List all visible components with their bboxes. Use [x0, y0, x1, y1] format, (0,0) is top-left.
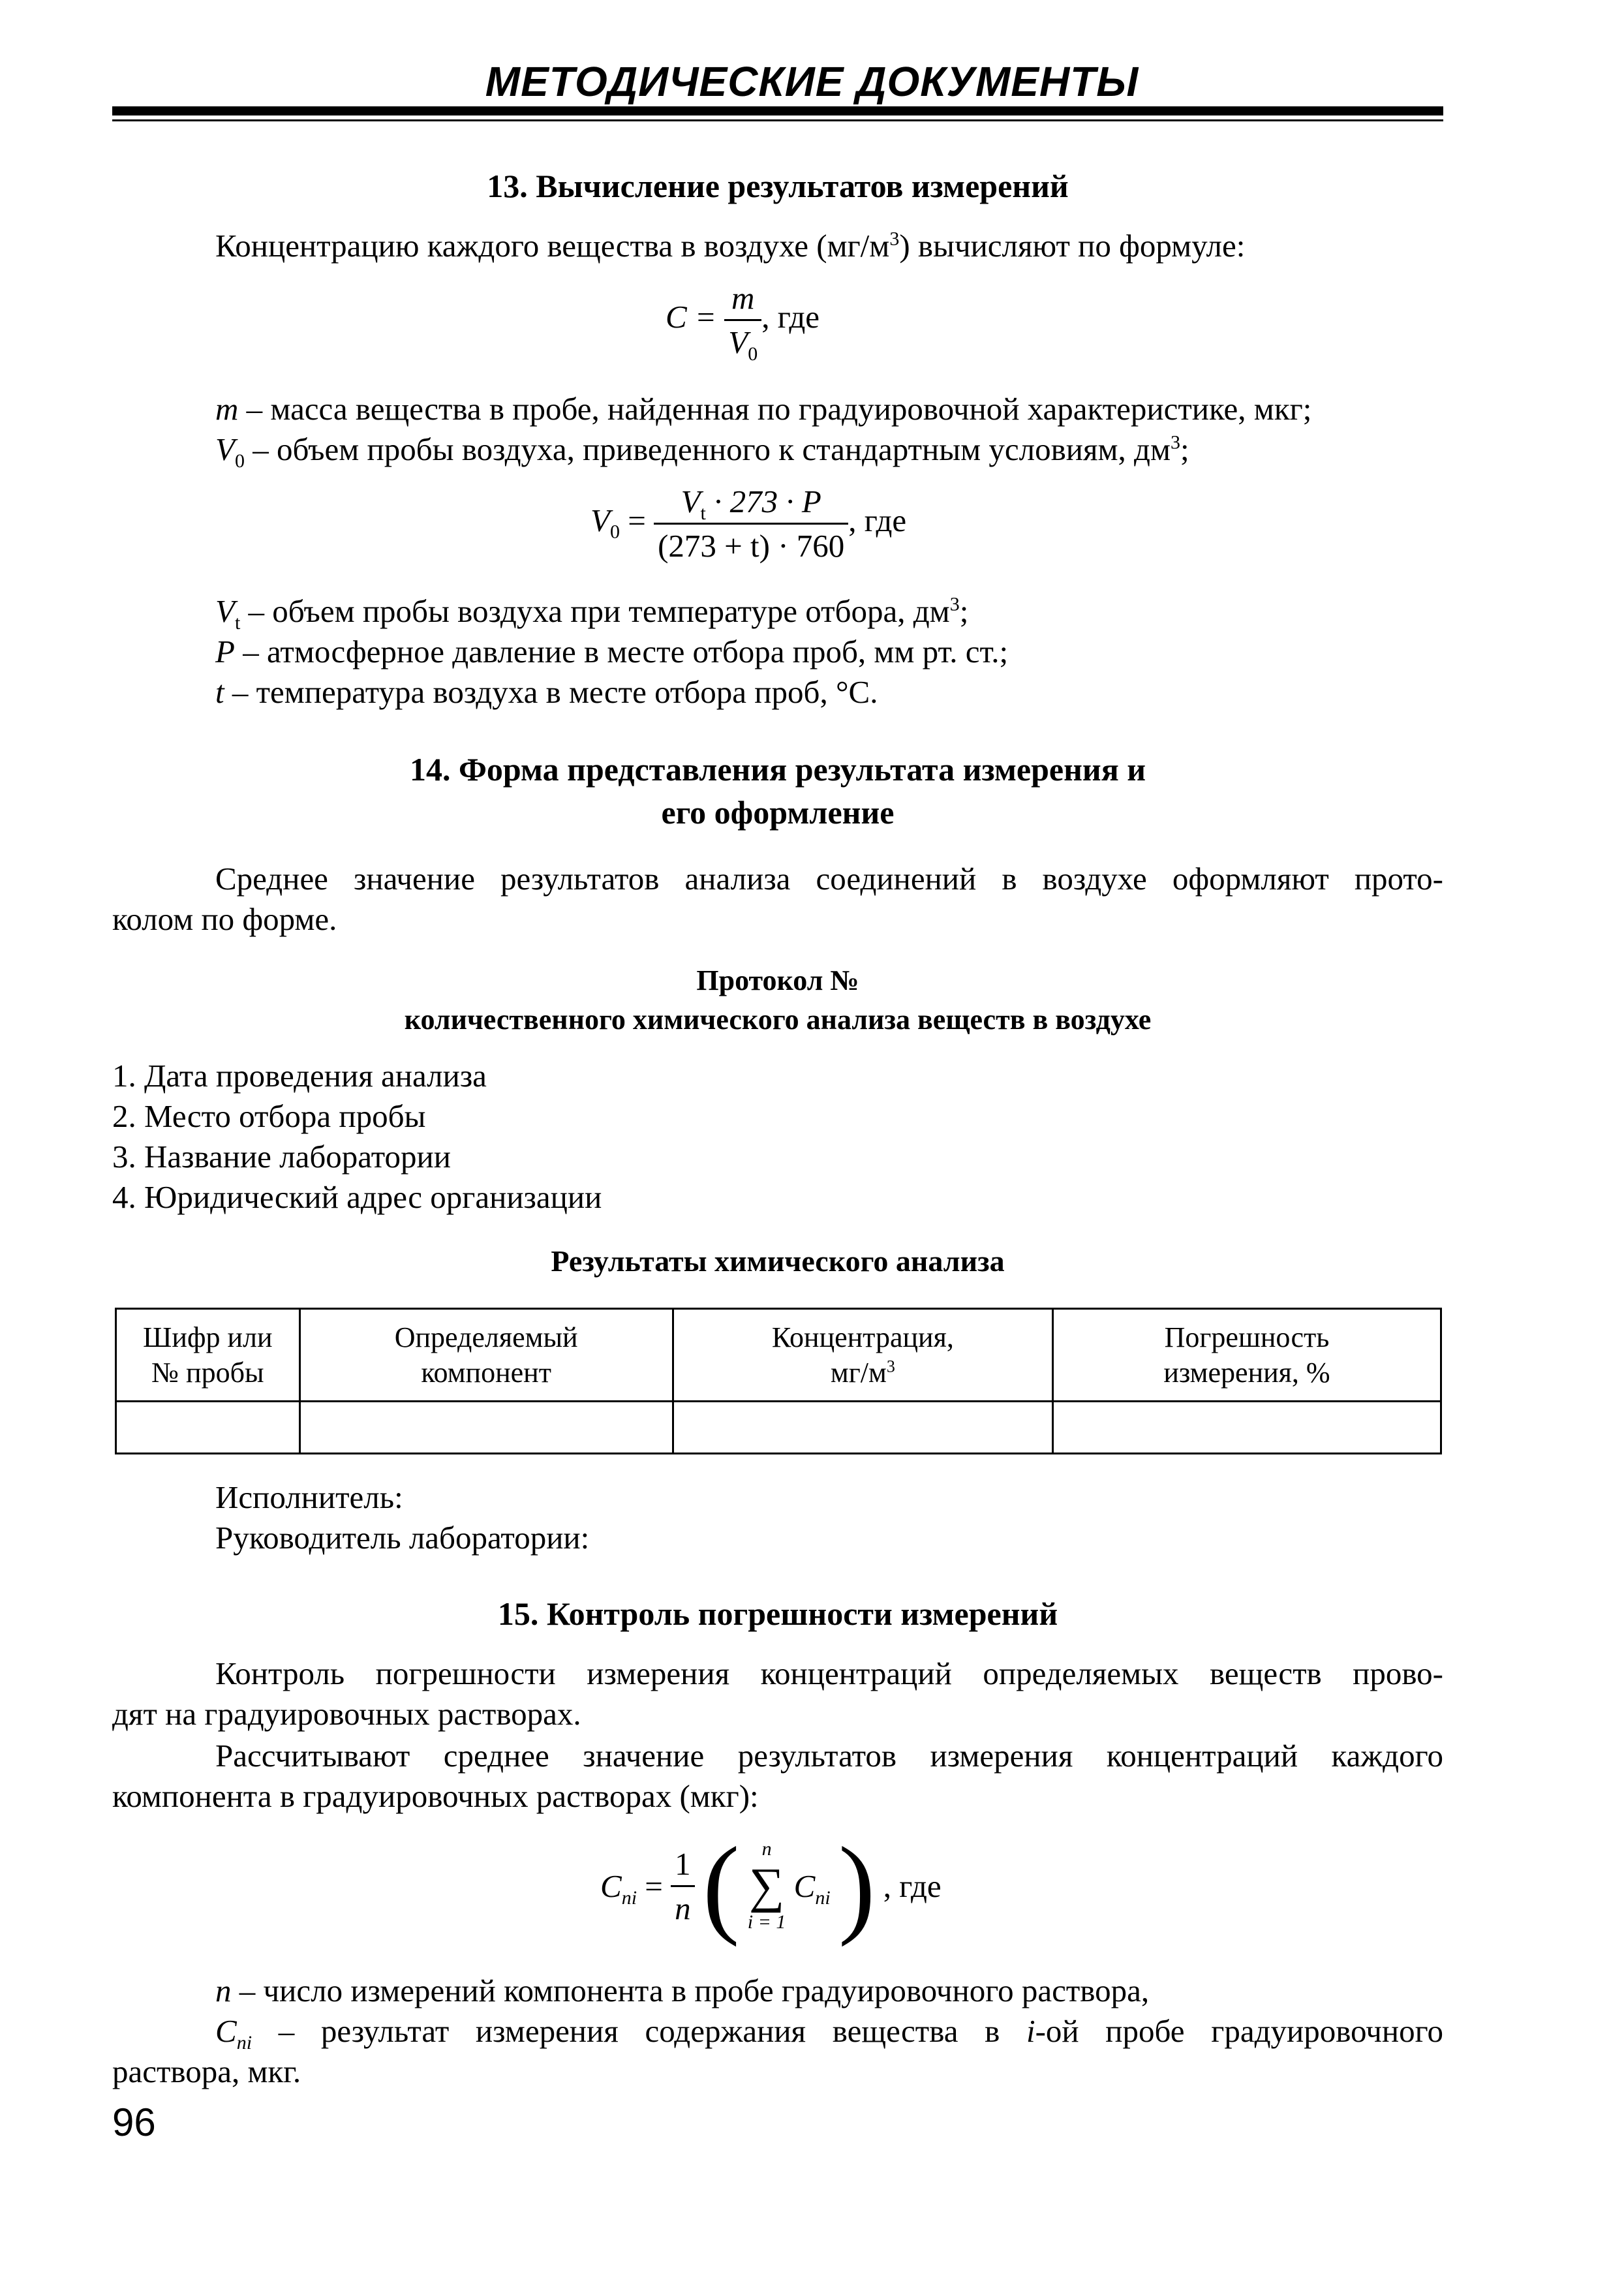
protocol-subtitle: количественного химического анализа веществ в воздухе: [404, 1004, 1152, 1036]
results-table: [115, 1308, 1442, 1454]
header-cell-concentration: Концентрация, $мг/м^3$: [673, 1309, 1052, 1402]
table-row: [116, 1402, 1441, 1454]
formula-concentration: C = $\frac{m}{V_0}$ , где: [666, 280, 820, 365]
section-15-paragraph-1-line2: дят на градуировочных растворах.: [112, 1696, 581, 1732]
section-14-paragraph-line1: Среднее значение результатов анализа соединений в воздухе оформляют прото-: [215, 861, 1443, 897]
section-13-heading: 13. Вычисление результатов измерений: [487, 168, 1069, 204]
definition-p: P – атмосферное давление в месте отбора проб, мм рт. ст.;: [215, 634, 1009, 669]
left-paren: (: [702, 1824, 740, 1947]
section-15-paragraph-2-line1: Рассчитывают среднее значение результатов измерения концентраций каждого: [215, 1738, 1443, 1774]
protocol-title: Протокол №: [696, 964, 859, 996]
running-header: МЕТОДИЧЕСКИЕ ДОКУМЕНТЫ: [485, 58, 1139, 105]
section-13-intro: Концентрацию каждого вещества в воздухе $(мг/м^3)$ вычисляют по формуле:: [215, 228, 1246, 264]
page-number: 96: [112, 2100, 156, 2144]
table-cell[interactable]: [116, 1402, 300, 1454]
definition-n: n – число измерений компонента в пробе градуировочного раствора,: [215, 1973, 1150, 2008]
right-paren: ): [838, 1824, 876, 1947]
section-15-heading: 15. Контроль погрешности измерений: [497, 1595, 1058, 1632]
section-15-paragraph-2-line2: компонента в градуировочных растворах (мкг):: [112, 1778, 759, 1814]
formula-mean: $C_{ni}$ = $\frac{1}{n}$ ( n ∑ i = 1 $C_{ni}$ ) , где: [600, 1824, 942, 1947]
table-cell[interactable]: [1052, 1402, 1441, 1454]
results-title: Результаты химического анализа: [551, 1244, 1005, 1278]
protocol-item-4: 4. Юридический адрес организации: [112, 1179, 602, 1215]
formula-v0: $V_0$ = $\frac{V_t \cdot 273 \cdot P}{(273 + t) \cdot 760}$ , где: [590, 484, 907, 564]
definition-cni-line2: раствора, мкг.: [112, 2053, 301, 2089]
header-cell-error: Погрешность измерения, %: [1052, 1309, 1441, 1402]
definition-vt: $V_t$ – объем пробы воздуха при температуре отбора, $дм^3$;: [215, 593, 969, 634]
definition-m: m – масса вещества в пробе, найденная по градуировочной характеристике, мкг;: [215, 391, 1312, 427]
header-rule-thick: [112, 106, 1443, 115]
definition-cni: $C_{ni}$ – результат измерения содержания вещества в i-ой пробе градуировочного: [215, 2013, 1444, 2053]
definition-v0: $V_0$ – объем пробы воздуха, приведенного к стандартным условиям, $дм^3$;: [215, 431, 1189, 472]
table-cell[interactable]: [299, 1402, 673, 1454]
lab-head-label: Руководитель лаборатории:: [215, 1520, 590, 1556]
protocol-item-3: 3. Название лаборатории: [112, 1139, 451, 1175]
header-cell-component: Определяемый компонент: [299, 1309, 673, 1402]
section-14-paragraph-line2: колом по форме.: [112, 901, 337, 937]
section-15-paragraph-1-line1: Контроль погрешности измерения концентраций определяемых веществ прово-: [215, 1655, 1443, 1691]
header-cell-sample-code: Шифр или № пробы: [116, 1309, 300, 1402]
section-14-heading-line1: 14. Форма представления результата измерения и: [409, 751, 1146, 788]
protocol-item-2: 2. Место отбора пробы: [112, 1098, 426, 1134]
definition-t: t – температура воздуха в месте отбора проб, °С.: [215, 674, 878, 710]
header-rule-thin: [112, 119, 1443, 121]
protocol-item-1: 1. Дата проведения анализа: [112, 1058, 487, 1094]
sum-symbol: n ∑ i = 1: [747, 1838, 786, 1933]
executor-label: Исполнитель:: [215, 1479, 403, 1515]
table-header-row: [116, 1309, 1441, 1402]
table-cell[interactable]: [673, 1402, 1052, 1454]
section-14-heading-line2: его оформление: [661, 794, 895, 831]
